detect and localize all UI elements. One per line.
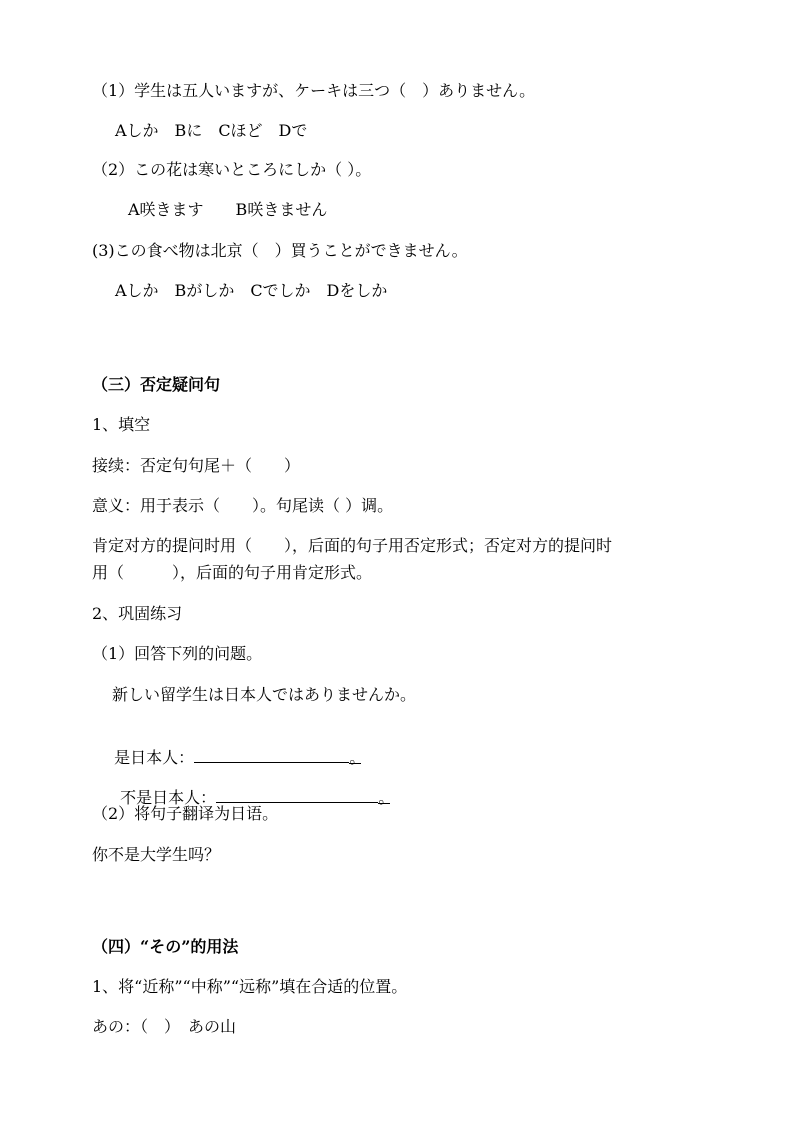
section-4-heading: （四）“その”的用法 [92, 937, 239, 956]
meaning-rule: 意义：用于表示（ ）。句尾读（ ）调。 [92, 496, 394, 515]
answer-yes-blank[interactable] [194, 746, 349, 763]
section-3-heading: （三）否定疑问句 [92, 375, 221, 394]
translate-sentence: 你不是大学生吗？ [92, 845, 221, 864]
section-3-sub1: 1、填空 [92, 415, 151, 434]
section-4-sub1: 1、将“近称”“中称”“远称”填在合适的位置。 [92, 977, 408, 996]
answer-no-blank[interactable] [216, 786, 378, 803]
section-3-sub2: 2、巩固练习 [92, 604, 183, 623]
answer-yes-period: 。 [349, 748, 366, 767]
question-2-options: A咲きます B咲きません [128, 200, 328, 219]
question-2: （2）この花は寒いところにしか（ ）。 [92, 160, 372, 179]
answer-yes-label: 是日本人： [114, 748, 195, 767]
connect-rule: 接续：否定句句尾＋（ ） [92, 456, 301, 475]
answer-no-period: 。 [378, 788, 395, 807]
question-1: （1）学生は五人いますが、ケーキは三つ（ ）ありません。 [92, 81, 536, 100]
practice-question: 新しい留学生は日本人ではありませんか。 [112, 685, 417, 704]
practice-1: （1）回答下列的问题。 [92, 644, 263, 663]
question-3: (3)この食べ物は北京（ ）買うことができません。 [92, 241, 468, 260]
affirm-rule-line2: 用（ ），后面的句子用肯定形式。 [92, 563, 373, 582]
question-3-options: Aしか Bがしか Cでしか Dをしか [115, 281, 388, 300]
answer-yes-row [104, 724, 366, 769]
practice-2: （2）将句子翻译为日语。 [92, 804, 279, 823]
section-4-example: あの：（ ） あの山 [92, 1017, 237, 1036]
affirm-rule-line1: 肯定对方的提问时用（ ），后面的句子用否定形式；否定对方的提问时 [92, 536, 613, 555]
question-1-options: Aしか Bに Cほど Dで [115, 121, 308, 140]
answer-no-label: 不是日本人： [120, 788, 217, 807]
